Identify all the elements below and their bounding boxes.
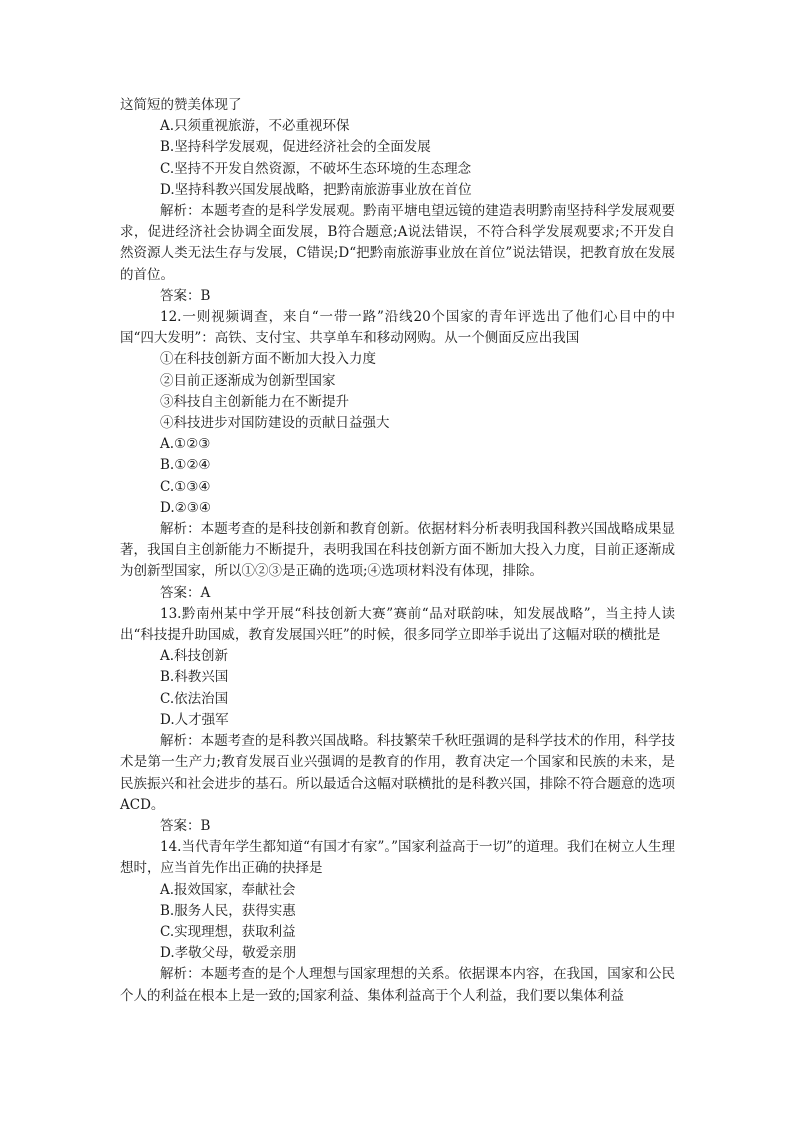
option-b: B.①②④ (160, 457, 211, 474)
question-text: 这简短的赞美体现了 (120, 97, 242, 113)
option-c: C.实现理想，获取利益 (160, 923, 296, 940)
question-12: 12.一则视频调查，来自“一带一路”沿线20个国家的青年评选出了他们心目中的中国“四大发明”：高铁、支付宝、共享单车和移动网购。从一个侧面反应出我国 (120, 309, 675, 347)
answer-line: 答案：B (160, 287, 211, 304)
statement-1: ①在科技创新方面不断加大投入力度 (160, 351, 376, 368)
option-c: C.①③④ (160, 478, 211, 495)
option-a: A.①②③ (160, 436, 211, 453)
analysis-paragraph: 解析：本题考查的是科教兴国战略。科技繁荣千秋旺强调的是科学技术的作用，科学技术是第一生产力;教育发展百业兴强调的是教育的作用，教育决定一个国家和民族的未来，是民族振兴和社会进步的基石。所以最适合这幅对联横批的是科教兴国，排除不符合题意的选项ACD。 (120, 733, 675, 813)
analysis-paragraph: 解析：本题考查的是科技创新和教育创新。依据材料分析表明我国科教兴国战略成果显著，我国自主创新能力不断提升，表明我国在科技创新方面不断加大投入力度，目前正逐渐成为创新型国家，所以①②③是正确的选项;④选项材料没有体现，排除。 (120, 521, 675, 580)
option-d: D.②③④ (160, 499, 211, 516)
option-d: D.人才强军 (160, 711, 229, 728)
statement-3: ③科技自主创新能力在不断提升 (160, 393, 349, 410)
question-13: 13.黔南州某中学开展“科技创新大赛”赛前“品对联韵味，知发展战略”，当主持人读出“科技提升助国威，教育发展国兴旺”的时候，很多同学立即举手说出了这幅对联的横批是 (120, 605, 675, 644)
answer-line: 答案：A (160, 584, 211, 601)
option-d: D.坚持科教兴国发展战略，把黔南旅游事业放在首位 (160, 181, 472, 198)
option-a: A.科技创新 (160, 648, 229, 665)
option-b: B.服务人民，获得实惠 (160, 902, 296, 919)
analysis-paragraph: 解析：本题考查的是科学发展观。黔南平塘电望远镜的建造表明黔南坚持科学发展观要求，促进经济社会协调全面发展，B符合题意;A说法错误，不符合科学发展观要求;不开发自然资源人类无法生存与发展，C错误;D“把黔南旅游事业放在首位”说法错误，把教育放在发展的首位。 (120, 203, 675, 283)
option-a: A.只须重视旅游，不必重视环保 (160, 118, 350, 135)
option-c: C.坚持不开发自然资源，不破坏生态环境的生态理念 (160, 160, 472, 177)
statement-4: ④科技进步对国防建设的贡献日益强大 (160, 415, 390, 432)
analysis-paragraph: 解析：本题考查的是个人理想与国家理想的关系。依据课本内容，在我国，国家和公民个人的利益在根本上是一致的;国家利益、集体利益高于个人利益，我们要以集体利益 (120, 966, 675, 1004)
document-body (120, 95, 675, 1007)
option-a: A.报效国家，奉献社会 (160, 881, 296, 898)
statement-2: ②目前正逐渐成为创新型国家 (160, 372, 336, 389)
answer-line: 答案：B (160, 817, 211, 834)
option-b: B.坚持科学发展观，促进经济社会的全面发展 (160, 139, 431, 156)
question-14: 14.当代青年学生都知道“有国才有家”。”国家利益高于一切”的道理。我们在树立人生理想时，应当首先作出正确的抉择是 (120, 839, 675, 877)
option-b: B.科教兴国 (160, 669, 229, 686)
option-d: D.孝敬父母，敬爱亲朋 (160, 945, 297, 962)
option-c: C.依法治国 (160, 690, 229, 707)
